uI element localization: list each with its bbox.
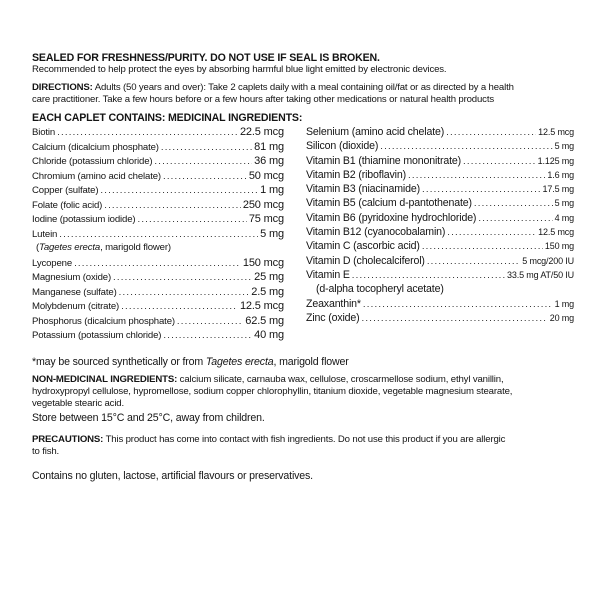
ingredient-name: Phosphorus (dicalcium phosphate) xyxy=(32,315,175,327)
ingredient-form: (d-alpha tocopheryl acetate) xyxy=(316,283,444,296)
ingredient-name: Chloride (potassium chloride) xyxy=(32,156,153,167)
ingredient-amount: 62.5 mg xyxy=(245,314,284,327)
dot-leader xyxy=(74,258,241,270)
ingredient-amount: 150 mg xyxy=(544,241,574,252)
ingredient-column-right xyxy=(306,126,574,344)
ingredient-row xyxy=(32,300,284,315)
dot-leader xyxy=(446,127,536,139)
medicinal-ingredients-heading: EACH CAPLET CONTAINS: MEDICINAL INGREDIENTS: xyxy=(32,112,303,124)
ingredient-amount: 1.125 mg xyxy=(537,155,574,166)
footnote-italic: Tagetes erecta xyxy=(205,355,274,368)
dot-leader xyxy=(100,185,258,197)
ingredient-row xyxy=(306,197,574,211)
dot-leader xyxy=(177,316,243,328)
ingredient-name: Vitamin C (ascorbic acid) xyxy=(306,240,420,253)
ingredient-name: Vitamin B2 (riboflavin) xyxy=(306,168,406,181)
dot-leader xyxy=(104,200,241,212)
dot-leader xyxy=(137,214,246,226)
ingredient-columns xyxy=(32,126,574,344)
ingredient-name: Lutein xyxy=(32,228,58,240)
ingredient-amount: 75 mcg xyxy=(248,213,284,225)
footnote xyxy=(32,356,574,368)
dot-leader xyxy=(352,270,505,282)
dot-leader xyxy=(463,156,536,168)
ingredient-amount: 250 mcg xyxy=(242,198,284,211)
ingredient-name: Vitamin B1 (thiamine mononitrate) xyxy=(306,154,462,167)
ingredient-name: Vitamin E xyxy=(306,268,350,281)
ingredient-row xyxy=(32,155,284,170)
dot-leader xyxy=(121,301,238,313)
ingredient-amount: 81 mg xyxy=(254,140,284,153)
ingredient-row xyxy=(306,240,574,254)
dot-leader xyxy=(163,171,247,183)
ingredient-row xyxy=(32,228,284,243)
ingredient-row xyxy=(32,315,284,330)
dot-leader xyxy=(161,142,252,154)
dot-leader xyxy=(422,184,541,196)
ingredient-name: Molybdenum (citrate) xyxy=(32,301,120,312)
directions-line-2: care practitioner. Take a few hours before or a few hours after taking other medications or natural health products xyxy=(32,94,494,105)
ingredient-amount: 22.5 mcg xyxy=(239,126,284,138)
non-medicinal-line-3: vegetable stearic acid. xyxy=(32,397,125,409)
ingredient-amount: 5 mg xyxy=(260,227,284,240)
dot-leader xyxy=(427,256,520,268)
ingredient-amount: 1.6 mg xyxy=(547,169,574,180)
dot-leader xyxy=(447,227,536,239)
ingredient-amount: 5 mcg/200 IU xyxy=(522,255,574,266)
non-medicinal-line-1 xyxy=(32,374,574,386)
ingredient-row xyxy=(306,269,574,283)
ingredient-row xyxy=(32,141,284,156)
ingredient-amount: 40 mg xyxy=(254,329,284,341)
ingredient-name: Vitamin B5 (calcium d-pantothenate) xyxy=(306,197,472,210)
contains-no: Contains no gluten, lactose, artificial flavours or preservatives. xyxy=(32,469,313,482)
precautions-line-1 xyxy=(32,434,574,446)
ingredient-row xyxy=(32,286,284,301)
ingredient-name: Chromium (amino acid chelate) xyxy=(32,170,161,182)
directions-heading: DIRECTIONS: xyxy=(32,82,93,93)
dot-leader xyxy=(59,229,258,241)
ingredient-column-left xyxy=(32,126,284,344)
ingredient-name: Zeaxanthin* xyxy=(306,297,361,310)
ingredient-row xyxy=(306,126,574,140)
ingredient-name: Manganese (sulfate) xyxy=(32,286,117,298)
ingredient-amount: 12.5 mcg xyxy=(538,127,574,137)
precautions-line-2: to fish. xyxy=(32,445,60,457)
non-medicinal-heading: NON-MEDICINAL INGREDIENTS: xyxy=(32,373,178,385)
dot-leader xyxy=(119,287,250,299)
ingredient-name: Calcium (dicalcium phosphate) xyxy=(32,141,159,153)
ingredient-name: Copper (sulfate) xyxy=(32,185,99,196)
ingredient-name: Selenium (amino acid chelate) xyxy=(306,126,445,138)
directions-text-1: Adults (50 years and over): Take 2 caplets daily with a meal containing oil/fat or as directed by a health xyxy=(92,82,514,93)
ingredient-name: Biotin xyxy=(32,127,56,138)
dot-leader xyxy=(380,141,552,153)
footnote-rest: , marigold flower xyxy=(273,355,349,368)
ingredient-name: Vitamin B12 (cyanocobalamin) xyxy=(306,226,446,239)
ingredient-row xyxy=(32,170,284,185)
ingredient-row xyxy=(32,199,284,214)
ingredient-row xyxy=(32,271,284,286)
non-medicinal-text-1: calcium silicate, carnauba wax, cellulose, croscarmellose sodium, ethyl vanillin, xyxy=(177,373,504,385)
dot-leader xyxy=(113,272,252,284)
ingredient-name: Potassium (potassium chloride) xyxy=(32,330,162,341)
footnote-text: *may be sourced synthetically or from xyxy=(32,355,206,368)
ingredient-amount: 150 mcg xyxy=(242,256,284,269)
ingredient-row xyxy=(32,184,284,199)
precautions-text-1: This product has come into contact with fish ingredients. Do not use this product if you are allergic xyxy=(103,433,506,445)
storage-instructions: Store between 15°C and 25°C, away from children. xyxy=(32,411,265,424)
ingredient-amount: 36 mg xyxy=(254,155,284,167)
ingredient-amount: 12.5 mcg xyxy=(538,227,574,238)
ingredient-amount: 5 mg xyxy=(554,141,574,152)
seal-warning: SEALED FOR FRESHNESS/PURITY. DO NOT USE IF SEAL IS BROKEN. xyxy=(32,52,380,64)
dot-leader xyxy=(362,313,548,325)
ingredient-amount: 20 mg xyxy=(549,312,574,323)
ingredient-row xyxy=(306,155,574,169)
ingredient-name: Silicon (dioxide) xyxy=(306,140,379,153)
ingredient-amount: 2.5 mg xyxy=(251,285,284,298)
ingredient-name: Magnesium (oxide) xyxy=(32,272,112,283)
dot-leader xyxy=(57,127,238,139)
ingredient-name: Iodine (potassium iodide) xyxy=(32,214,136,225)
dot-leader xyxy=(408,170,545,182)
dot-leader xyxy=(154,156,252,168)
dot-leader xyxy=(422,241,543,253)
ingredient-amount: 25 mg xyxy=(254,271,284,283)
source-open: ( xyxy=(36,242,40,253)
source-italic: Tagetes erecta xyxy=(39,242,101,253)
ingredient-row xyxy=(306,298,574,312)
ingredient-row xyxy=(32,126,284,141)
ingredient-name: Folate (folic acid) xyxy=(32,199,103,211)
ingredient-row xyxy=(32,329,284,344)
dot-leader xyxy=(363,299,553,311)
recommended-use: Recommended to help protect the eyes by absorbing harmful blue light emitted by electronic devices. xyxy=(32,64,447,75)
precautions-heading: PRECAUTIONS: xyxy=(32,433,104,445)
ingredient-source xyxy=(32,242,284,257)
ingredient-row xyxy=(306,169,574,183)
ingredient-amount: 33.5 mg AT/50 IU xyxy=(507,269,574,280)
dot-leader xyxy=(163,330,252,342)
source-rest: , marigold flower) xyxy=(100,242,171,253)
ingredient-row xyxy=(32,213,284,228)
non-medicinal-line-2: hydroxypropyl cellulose, hypromellose, sodium copper chlorophyllin, titanium dioxide, vegetable magnesium stearate, xyxy=(32,385,513,397)
ingredient-name: Lycopene xyxy=(32,257,73,269)
ingredient-amount: 4 mg xyxy=(554,212,574,223)
ingredient-row xyxy=(306,312,574,326)
ingredient-name: Zinc (oxide) xyxy=(306,311,360,324)
dot-leader xyxy=(474,198,553,210)
ingredient-name: Vitamin D (cholecalciferol) xyxy=(306,254,425,267)
ingredient-row xyxy=(32,257,284,272)
directions-line-1 xyxy=(32,82,574,94)
ingredient-row xyxy=(306,226,574,240)
supplement-label xyxy=(32,52,574,482)
ingredient-row xyxy=(306,140,574,154)
ingredient-amount: 1 mg xyxy=(554,298,574,309)
ingredient-name: Vitamin B3 (niacinamide) xyxy=(306,183,420,196)
dot-leader xyxy=(478,213,552,225)
ingredient-amount: 5 mg xyxy=(554,198,574,209)
ingredient-row xyxy=(306,183,574,197)
ingredient-row xyxy=(306,255,574,269)
ingredient-row xyxy=(306,212,574,226)
ingredient-amount: 50 mcg xyxy=(248,169,284,182)
ingredient-amount: 17.5 mg xyxy=(542,184,574,195)
ingredient-amount: 12.5 mcg xyxy=(239,300,284,312)
ingredient-amount: 1 mg xyxy=(260,184,284,196)
ingredient-name: Vitamin B6 (pyridoxine hydrochloride) xyxy=(306,211,477,224)
